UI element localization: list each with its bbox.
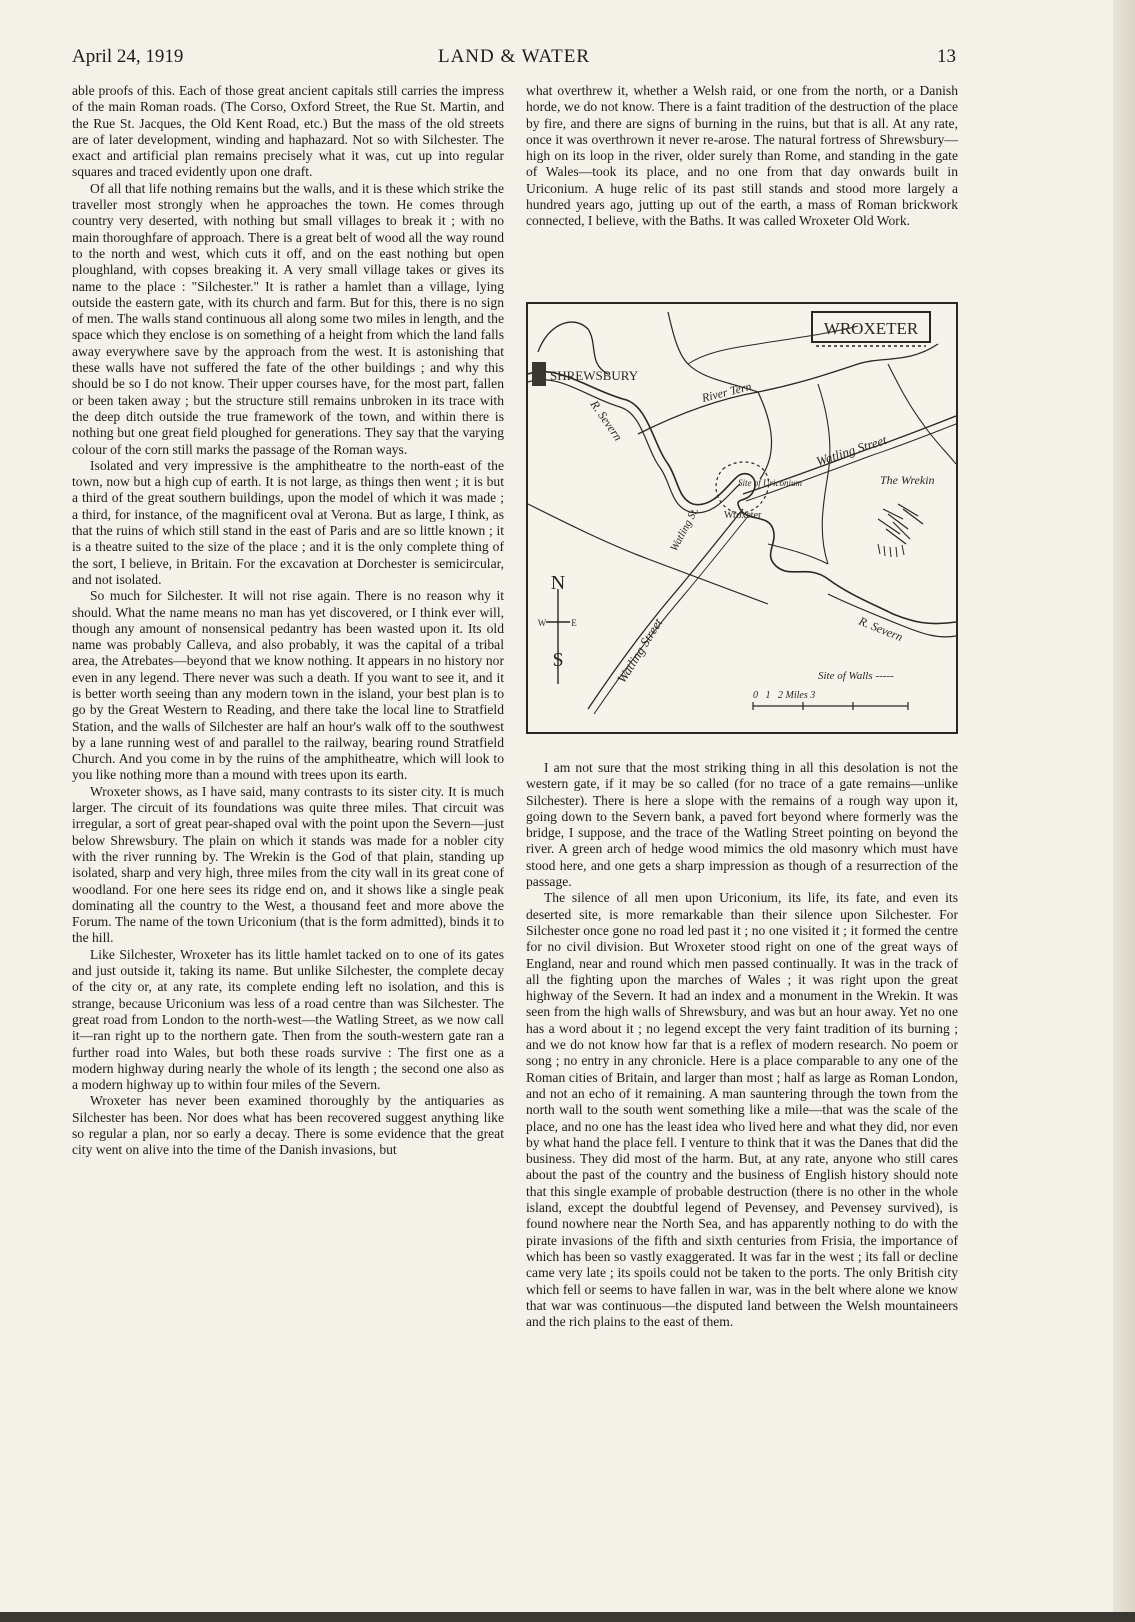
map-title: WROXETER [823, 319, 919, 338]
road-central [818, 384, 830, 564]
masthead: LAND & WATER [437, 46, 591, 67]
paragraph: The silence of all men upon Uriconium, its life, its fate, and even its deserted site, is more remarkable than their silence upon Silchester. For Silchester once gone no road led past it ; no one visited it ; it formed the centre for no civil division. But Wroxeter stood right on one of the great ways of England, near and round which men passed continually. It was in the track of all the fighting upon the marches of Wales ; it was right upon the great highway of the Severn. It had an index and a monument in the Wrekin. It was seen from the high walls of Shrewsbury, and was but an hour away. Yet no one has a word about it ; no legend except the very faint tradition of its burning ; and we do not know how far that is a reflex of modern research. No poem or song ; no entry in any chronicle. Here is a place comparable to any one of the Roman cities of Britain, and larger than most ; half as large as Roman London, and not an echo of it remaining. A man sauntering through the town from the north wall to the south went something like a mile—that was the scale of the place, and no one has the least idea who lived here and what they did, nor even by what hand the place fell. I venture to think that it was the Danes that did the business. They did most of the harm. But, at any rate, anyone who still cares about the past of the country and the business of English history should note that this single example of probable destruction (there is no other in the whole island, except the doubtful legend of Pevensey, and Pevensey survived), is found nowhere near the North Sea, and has apparently nothing to do with the pirate invasions of the fifth and sixth centuries from Frisia, the importance of which has been so vastly exaggerated. It was far in the west ; its fall or decline came very late ; its spoils could not be taken to the ports. The only British city which fell or seems to have fallen in war, was in the belt where alone we know that war was continuous—the disputed land between the Welsh mountaineers and the rich plains to the east of them. [526, 890, 958, 1330]
label-wrekin: The Wrekin [880, 473, 935, 487]
paragraph: Wroxeter shows, as I have said, many contrasts to its sister city. It is much larger. The circuit of its foundations was quite three miles. That circuit was irregular, a sort of great pear-shaped oval with the point upon the Severn—just below Shrewsbury. The plain on which it stands was made for a nobler city with the river running by. The Wrekin is the God of that plain, standing up isolated, sharp and very high, three miles from the city wall in its great cone of woodland. For one here sees its ridge end on, and it shows like a single peak dominating all the country to the West, a thousand feet and more above the Forum. The name of the town Uriconium (that is the form admitted), binds it to the hill. [72, 783, 504, 946]
paragraph: Like Silchester, Wroxeter has its little hamlet tacked on to one of its gates and just outside it, taking its name. But unlike Silchester, the complete decay of the city or, at any rate, its complete ending left no isolation, and this is strange, because Uriconium was less of a road centre than was Silchester. The great road from London to the north-west—the Watling Street, as we now call it—ran right up to the northern gate. Then from the south-western gate ran a further road into Wales, but both these roads survive : The first one as a modern highway during nearly the whole of its length ; the second one also as a modern highway up to within four miles of the Severn. [72, 946, 504, 1093]
compass-west: W [537, 618, 547, 628]
label-wroxeter: Wroxeter [724, 510, 762, 521]
label-watling-st: Watling St. [668, 505, 702, 554]
map-drawing [528, 304, 956, 732]
road-lane [768, 544, 828, 564]
label-severn-lower: R. Severn [856, 613, 905, 645]
paragraph: I am not sure that the most striking thing in all this desolation is not the western gate, if it may be so called (for no trace of a gate remains—unlike Silchester). There is here a slope with the remains of a rough way upon it, going down to the Severn bank, a paved fort beyond where formerly was the bridge, I suppose, and the trace of the Watling Street pointing on beyond the river. A green arch of hedge wood mimics the old masonry which must have stood here, and one gets a sharp impression as though of a resurrection of the passage. [526, 760, 958, 890]
paragraph: able proofs of this. Each of those great ancient capitals still carries the impress of the main Roman roads. (The Corso, Oxford Street, the Rue St. Martin, and the Rue St. Jacques, the Old Kent Road, etc.) But the mass of the old streets are of later development, winding and haphazard. Not so with Silchester. The exact and artificial plan remains precisely what it was, cut up into regular squares and traced evidently upon one draft. [72, 83, 504, 180]
right-column-bottom [526, 760, 958, 1330]
paragraph: So much for Silchester. It will not rise again. There is no reason why it should. What the name means no man has yet discovered, or I think ever will, though any amount of nonsensical pedantry has been wasted upon it. Its old name was probably Calleva, and also probably, it was the capital of a tribal area, the Atrebates—beyond that we know nothing. It appears in no history nor even in any legend. There never was such a death. If you want to see it, and it is better worth seeing than any modern town in the island, your best plan is to go by the Great Western to Reading, and there take the local line to Stratfield Station, and the walls of Silchester are half an hour's walk off to the southwest by a lane running west of and parallel to the railway, bearing round Stratfield Church. And you come in by the ruins of the amphitheatre, which will look to you like nothing more than a mound with trees upon its earth. [72, 588, 504, 783]
watling-street-sw [588, 509, 743, 709]
compass-rose [538, 572, 578, 684]
river-upper-loop [538, 322, 608, 374]
river-severn-meanders [738, 474, 956, 624]
compass-south: S [552, 649, 564, 671]
shrewsbury-town-marker [532, 362, 546, 386]
river-tern-branch [758, 392, 772, 479]
issue-date: April 24, 1919 [72, 46, 184, 67]
compass-east: E [571, 618, 577, 628]
paragraph: Of all that life nothing remains but the walls, and it is these which strike the traveller most strongly when he approaches the town. He comes through country very deserted, with nothing but small villages to break it ; with no main thoroughfare of approach. There is a great belt of wood all the way round to the north and west, which cuts it off, and on the east nothing but open ploughland, with copses breaking it. A very small village takes or gives its name to the place : "Silchester." It is rather a hamlet than a village, lying outside the eastern gate, with its church and farm. But for this, there is no sign of men. The walls stand continuous all along some two miles in length, and the space which they enclose is on something of a height from which the land falls away everywhere save by the approach from the west. It is astonishing that these walls have not suffered the fate of the other buildings ; and why this should be so I do not know. Their upper courses have, for the most part, fallen or been taken away ; but the structure still remains unbroken in its trace with the deep ditch outside the true framework of the town, and within there is nothing but one great field ploughed for generations. They say that the varying colour of the corn still marks the passage of the Roman ways. [72, 180, 504, 457]
wrekin-hill [878, 504, 923, 557]
right-column-top [526, 83, 958, 230]
scale-bar [753, 690, 908, 710]
label-watling-street-sw: Watling Street [613, 615, 666, 686]
road-northeast [688, 326, 858, 364]
scale-label: 0 1 2 Miles 3 [753, 690, 816, 701]
page-edge-shadow [1113, 0, 1135, 1622]
label-site-of-uriconium: Site of Uriconium [738, 478, 802, 488]
label-shrewsbury: SHREWSBURY [550, 368, 639, 383]
left-column [72, 83, 504, 1159]
road-east [888, 364, 956, 464]
wroxeter-map [526, 302, 958, 734]
page-header [72, 46, 956, 74]
paragraph: Isolated and very impressive is the amphitheatre to the north-east of the town, now but a high cup of earth. It is not large, as things then went ; it is but a third of the great southern buildings, upon the model of which it was made ; a third, for instance, of the magnificent oval at Verona. But as large, I think, as that the ruins of which still stand in the east of Paris and are so little known ; it is a theatre suited to the size of the place ; and it is the only complete thing of the sort, I believe, in Britain. For the excavation at Dorchester is semicircular, and not isolated. [72, 457, 504, 587]
page-number: 13 [937, 46, 956, 67]
compass-north: N [550, 572, 566, 594]
label-river-tern: River Tern [700, 379, 753, 405]
page-bottom-edge [0, 1612, 1135, 1622]
paragraph: what overthrew it, whether a Welsh raid, or one from the north, or a Danish horde, we do not know. There is a faint tradition of the destruction of the place by fire, and there are signs of burning in the ruins, but that is all. At any rate, once it was overthrown it never re-arose. The natural fortress of Shrewsbury—high on its loop in the river, older surely than Rome, and standing in the gate of Wales—took its place, and no one from that day onwards built in Uriconium. A huge relic of its past still stands and stood more largely a hundred years ago, jutting up out of the earth, a mass of Roman brickwork connected, I believe, with the Baths. It was called Wroxeter Old Work. [526, 83, 958, 229]
label-watling-street-ne: Watling Street [814, 432, 889, 469]
watling-street-ne-edge [746, 424, 956, 501]
paragraph: Wroxeter has never been examined thoroughly by the antiquaries as Silchester has been. Nor does what has been recovered suggest anything like so regular a plan, nor so early a decay. There is some evidence that the great city went on alive into the time of the Danish invasions, but [72, 1093, 504, 1158]
label-severn-upper: R. Severn [587, 397, 626, 444]
legend-site-of-walls: Site of Walls ----- [818, 670, 894, 682]
